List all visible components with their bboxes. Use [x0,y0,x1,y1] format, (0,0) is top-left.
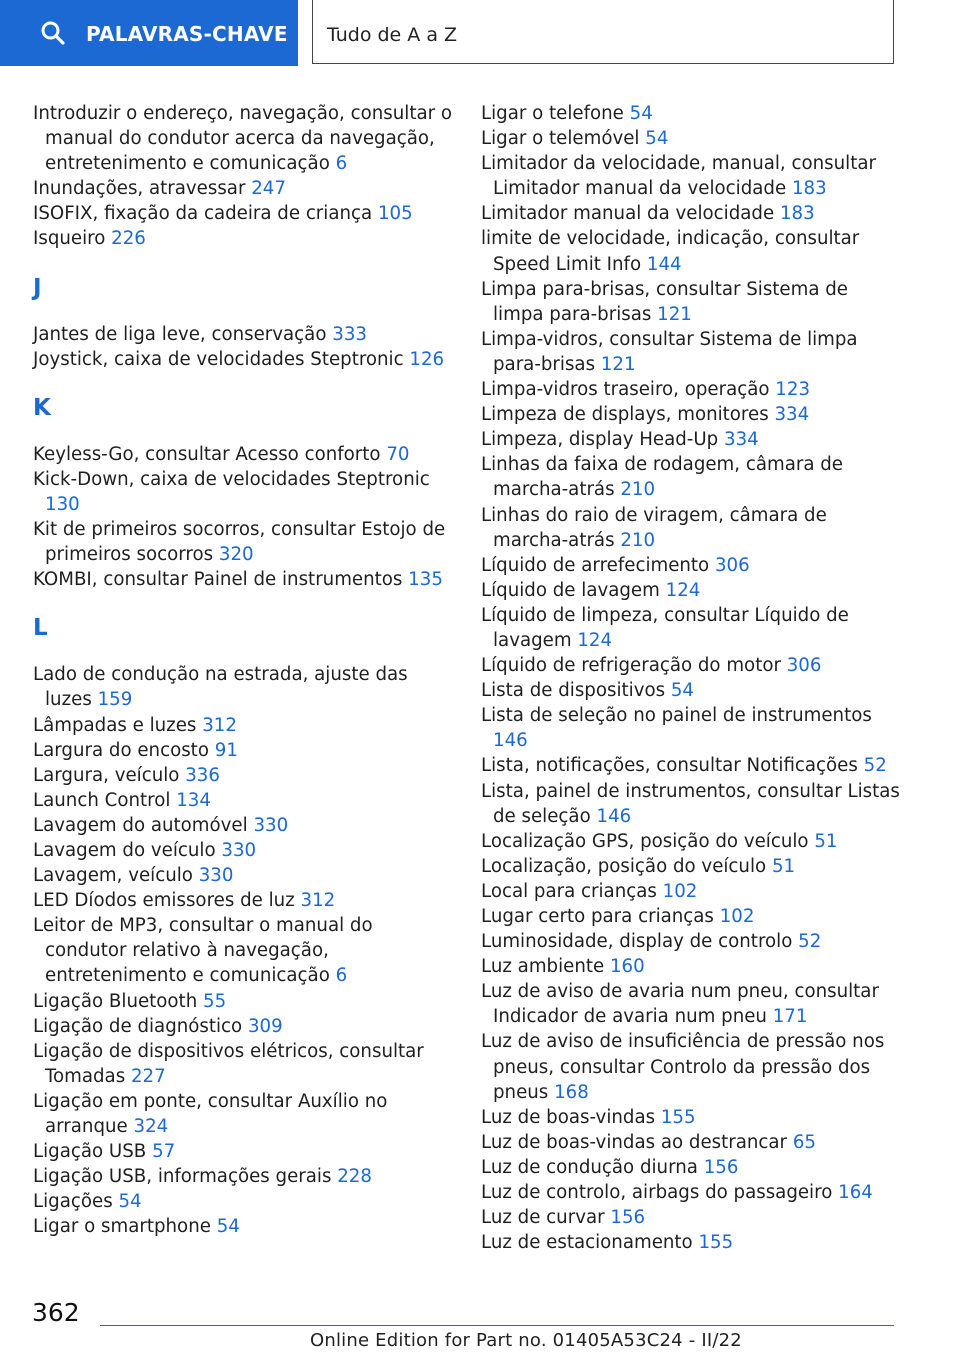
index-entry [33,347,453,372]
index-entry-text: Ligar o telemóvel [481,128,640,150]
index-entry-text: Limpeza de displays, monitores [481,404,769,426]
index-entry [481,904,901,929]
index-entry-text: Jantes de liga leve, conservação [33,323,327,345]
index-page-link[interactable]: 330 [198,865,234,887]
index-entry-text: Luminosidade, display de controlo [481,931,793,953]
keywords-tab[interactable] [0,0,298,66]
index-page-link[interactable]: 336 [185,764,220,786]
index-page-link[interactable]: 6 [335,965,348,987]
index-entry [481,1180,901,1205]
index-page-link[interactable]: 55 [203,990,227,1012]
index-page-link[interactable]: 324 [133,1116,169,1137]
index-entry [481,1205,901,1230]
index-entry [481,1130,901,1155]
index-entry-text: Kit de primeiros socorros, consultar Estojo de primeiros socorros [33,519,446,566]
index-entry-text: Leitor de MP3, consultar o manual do condutor relativo à navegação, entretenimento e comunicação [33,915,373,987]
index-entry [33,662,453,712]
index-entry-text: Limpa para-brisas, consultar Sistema de limpa para-brisas [481,278,849,325]
index-entry-text: Lista, painel de instrumentos, consultar Listas de seleção [481,780,900,827]
index-entry-text: Largura, veículo [33,764,180,786]
index-entry-text: Localização, posição do veículo [481,855,767,877]
index-page-link[interactable]: 54 [645,128,669,150]
index-entry-text: Introduzir o endereço, navegação, consultar o manual do condutor acerca da navegação, entretenimento e comunicação [33,103,452,175]
index-page-link[interactable]: 227 [130,1065,166,1087]
index-entry [33,989,453,1014]
index-column-left [33,101,453,1239]
index-entry-text: Inundações, atravessar [33,178,246,200]
index-page-link[interactable]: 130 [45,493,80,515]
index-page-link[interactable]: 334 [724,429,759,451]
index-entry [33,763,453,788]
index-entry-text: Linhas do raio de viragem, câmara de marcha-atrás [481,504,827,551]
index-entry [481,603,901,653]
header [0,0,960,66]
index-entry [33,567,453,592]
index-entry [33,101,453,176]
index-entry-text: Lugar certo para crianças [481,906,714,927]
index-entry-text: Joystick, caixa de velocidades Steptronic [33,348,404,370]
index-entry [481,979,901,1029]
index-entry [481,854,901,879]
index-page-link[interactable]: 105 [377,203,413,225]
index-entry-text: Luz de aviso de insuficiência de pressão nos pneus, consultar Controlo da pressão dos pneus [481,1031,885,1103]
index-entry [33,738,453,763]
index-entry-text: Ligação de dispositivos elétricos, consultar Tomadas [33,1040,424,1087]
index-entry [481,277,901,327]
index-page-link[interactable]: 102 [719,906,755,927]
index-page-link[interactable]: 312 [202,714,237,736]
index-page-link[interactable]: 121 [657,303,692,325]
index-entry [481,226,901,276]
index-page-link[interactable]: 309 [247,1015,283,1037]
index-page-link[interactable]: 183 [779,203,815,225]
index-page-link[interactable]: 155 [660,1106,696,1128]
index-entry-text: Kick-Down, caixa de velocidades Steptronic [33,468,430,490]
index-page-link[interactable]: 210 [620,479,656,501]
index-entry-text: Linhas da faixa de rodagem, câmara de marcha-atrás [481,454,843,501]
index-entry [481,327,901,377]
index-page-link[interactable]: 91 [214,739,238,761]
index-page-link[interactable]: 51 [814,830,838,852]
index-entry [33,322,453,347]
index-page-link[interactable]: 306 [714,554,750,576]
index-entry [481,929,901,954]
index-entry [481,1029,901,1104]
index-letter-heading: K [33,394,51,421]
index-entry-text: Limpeza, display Head-Up [481,429,719,451]
index-page-link[interactable]: 210 [620,529,656,551]
index-entry-text: Lavagem do automóvel [33,814,248,836]
index-entry [481,879,901,904]
index-entry-text: Líquido de arrefecimento [481,554,710,576]
a-to-z-tab[interactable] [312,0,894,64]
index-entry [481,101,901,126]
index-entry-text: Isqueiro [33,228,106,250]
index-entry-text: Lavagem, veículo [33,865,193,887]
index-entry [33,517,453,567]
index-page-link[interactable]: 51 [771,855,796,877]
index-entry-text: Ligação USB, informações gerais [33,1166,332,1188]
index-page-link[interactable]: 183 [791,178,827,200]
index-entry [33,176,453,201]
index-entry-text: Lista, notificações, consultar Notificações [481,755,858,777]
index-entry-text: Ligar o smartphone [33,1216,211,1238]
index-page-link[interactable]: 334 [774,404,810,426]
index-entry [481,1155,901,1180]
index-entry-text: Limitador manual da velocidade [481,203,775,225]
index-entry-text: Ligações [33,1191,113,1213]
index-page-link[interactable]: 135 [408,569,443,591]
index-entry-text: Launch Control [33,789,171,811]
page-number: 362 [32,1298,80,1327]
index-entry [481,553,901,578]
index-entry [481,201,901,226]
index-entry [33,863,453,888]
index-entry [33,1164,453,1189]
index-entry [33,226,453,251]
index-entry [33,1014,453,1039]
index-entry [481,402,901,427]
index-page-link[interactable]: 171 [772,1006,808,1028]
index-entry [33,1189,453,1214]
index-entry-text: Luz de controlo, airbags do passageiro [481,1182,833,1204]
index-entry-text: Lâmpadas e luzes [33,714,197,736]
index-entry [481,829,901,854]
index-entry-text: Ligação de diagnóstico [33,1015,243,1037]
index-page-link[interactable]: 168 [554,1081,589,1103]
index-page-link[interactable]: 52 [863,755,887,777]
index-entry [481,452,901,502]
index-entry [481,427,901,452]
index-entry [481,954,901,979]
index-page-link[interactable]: 164 [838,1182,873,1204]
index-entry [481,753,901,778]
index-entry-text: Localização GPS, posição do veículo [481,830,809,852]
index-entry [33,1039,453,1089]
index-entry-text: limite de velocidade, indicação, consultar Speed Limit Info [481,228,860,275]
index-entry [481,1230,901,1255]
index-entry [481,578,901,603]
index-entry-text: Lado de condução na estrada, ajuste das luzes [33,664,408,711]
index-entry-text: Luz de condução diurna [481,1156,698,1178]
index-page-link[interactable]: 146 [493,730,528,752]
index-entry [481,1105,901,1130]
index-entry-text: Luz de estacionamento [481,1232,693,1254]
index-entry [33,442,453,467]
index-entry-text: Luz de boas-vindas [481,1106,656,1128]
index-letter-heading: J [33,274,42,301]
index-entry-text: Limpa-vidros, consultar Sistema de limpa para-brisas [481,328,858,375]
index-entry-text: Local para crianças [481,880,657,902]
index-entry [481,678,901,703]
index-page-link[interactable]: 156 [610,1207,646,1229]
index-entry-text: Ligação USB [33,1141,147,1163]
index-page-link[interactable]: 70 [386,443,410,465]
index-page-link[interactable]: 306 [786,655,822,677]
index-entry [33,201,453,226]
index-entry [33,467,453,517]
index-column-right [481,101,901,1255]
a-to-z-tab-label: Tudo de A a Z [327,24,458,46]
index-page-link[interactable]: 54 [118,1191,142,1213]
footer-divider [100,1325,894,1326]
index-entry-text: Limitador da velocidade, manual, consultar Limitador manual da velocidade [481,153,876,200]
index-entry [481,151,901,201]
index-page-link[interactable]: 333 [332,323,367,345]
keywords-tab-label: PALAVRAS-CHAVE [86,22,288,46]
index-entry-text: Lavagem do veículo [33,839,216,861]
index-entry-text: LED Díodos emissores de luz [33,890,295,912]
index-page-link[interactable]: 54 [670,680,695,702]
index-page-link[interactable]: 121 [600,353,636,375]
index-entry-text: Ligar o telefone [481,103,624,124]
index-entry [33,713,453,738]
index-entry-text: Luz de boas-vindas ao destrancar [481,1131,788,1153]
index-page-link[interactable]: 146 [596,805,632,827]
index-entry [481,653,901,678]
index-page-link[interactable]: 228 [337,1166,372,1188]
index-page-link[interactable]: 57 [152,1141,176,1163]
index-page-link[interactable]: 124 [665,579,701,601]
index-entry [33,838,453,863]
search-icon [40,20,66,46]
index-entry [33,888,453,913]
index-entry [33,913,453,988]
index-page-link[interactable]: 123 [775,379,811,401]
index-entry-text: Ligação em ponte, consultar Auxílio no arranque [33,1090,388,1137]
index-page-link[interactable]: 160 [609,956,645,978]
index-entry-text: Líquido de refrigeração do motor [481,655,781,677]
index-entry-text: Ligação Bluetooth [33,990,198,1012]
index-entry [33,1089,453,1139]
index-entry-text: KOMBI, consultar Painel de instrumentos [33,569,403,591]
index-page-link[interactable]: 134 [176,789,211,811]
index-entry [481,503,901,553]
index-entry-text: Luz de aviso de avaria num pneu, consultar Indicador de avaria num pneu [481,981,879,1028]
index-entry-text: Lista de seleção no painel de instrumentos [481,705,872,727]
index-entry [33,1139,453,1164]
index-entry [481,126,901,151]
index-page-link[interactable]: 65 [792,1131,816,1153]
index-page-link[interactable]: 226 [111,228,146,250]
index-entry-text: Luz ambiente [481,956,605,978]
index-page-link[interactable]: 159 [97,689,133,711]
index-page-link[interactable]: 126 [409,348,445,370]
index-page-link[interactable]: 156 [703,1156,739,1178]
index-entry-text: Luz de curvar [481,1207,605,1229]
index-entry [481,703,901,753]
index-entry-text: ISOFIX, fixação da cadeira de criança [33,203,373,225]
index-entry-text: Keyless-Go, consultar Acesso conforto [33,443,381,465]
index-page-link[interactable]: 6 [335,153,348,175]
index-page-link[interactable]: 102 [662,880,698,902]
index-page-link[interactable]: 52 [798,931,822,953]
index-page-link[interactable]: 312 [300,890,336,912]
index-entry-text: Lista de dispositivos [481,680,666,702]
index-page-link[interactable]: 124 [577,629,613,651]
index-page-link[interactable]: 247 [251,178,286,200]
index-page-link[interactable]: 330 [221,839,257,861]
index-entry [481,779,901,829]
index-entry-text: Líquido de lavagem [481,579,660,601]
index-page-link[interactable]: 330 [253,814,289,836]
index-entry-text: Largura do encosto [33,739,209,761]
index-entry [33,1214,453,1239]
index-page-link[interactable]: 54 [629,103,653,124]
index-page-link[interactable]: 155 [698,1232,734,1254]
index-entry [33,788,453,813]
index-entry [481,377,901,402]
index-entry-text: Líquido de limpeza, consultar Líquido de lavagem [481,604,849,651]
index-page-link[interactable]: 54 [216,1216,240,1238]
footer-edition: Online Edition for Part no. 01405A53C24 - II/22 [310,1330,742,1351]
index-entry [33,813,453,838]
index-letter-heading: L [33,615,48,642]
index-page-link[interactable]: 320 [218,544,254,566]
index-page-link[interactable]: 144 [646,253,682,275]
index-entry-text: Limpa-vidros traseiro, operação [481,379,770,401]
